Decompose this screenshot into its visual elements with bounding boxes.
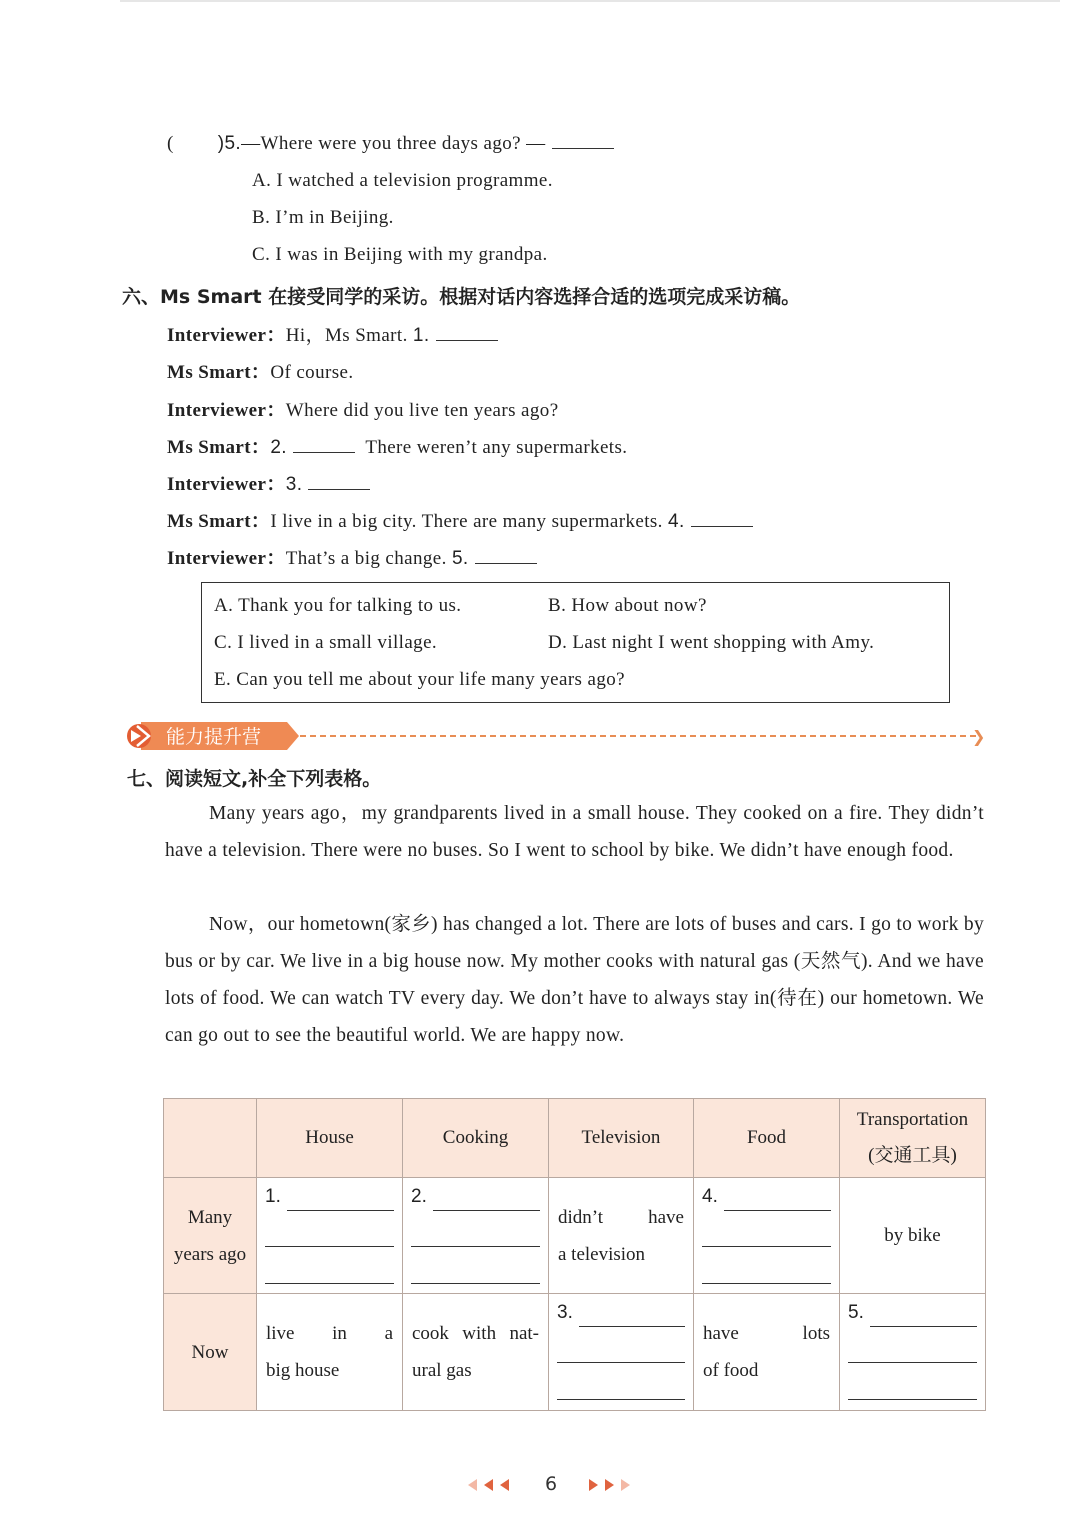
cell-transportation-blank[interactable]: [840, 1294, 986, 1411]
table-row: [164, 1294, 986, 1411]
speaker: Interviewer：: [167, 548, 286, 569]
answer-paren-left: (: [167, 133, 174, 154]
dialogue-line: [167, 469, 370, 496]
blank-number: 1.: [265, 1186, 281, 1207]
answer-blank[interactable]: [308, 488, 370, 490]
table-row: [164, 1178, 986, 1294]
triangle-right-icon: [621, 1479, 630, 1491]
option-a: A. Thank you for talking to us.: [214, 595, 462, 616]
header-transportation: [840, 1099, 986, 1178]
blank-number: 2.: [411, 1186, 427, 1207]
cell-text-line: ural gas: [412, 1360, 472, 1381]
line-text: Of course.: [270, 362, 354, 383]
blank-number: 4.: [667, 511, 685, 532]
header-house: House: [257, 1099, 403, 1178]
header-cooking: Cooking: [403, 1099, 549, 1178]
row-label-line: Many: [187, 1206, 233, 1228]
cell-text-line: cook with nat-: [412, 1323, 539, 1344]
cell-television: [549, 1178, 694, 1294]
speaker: Interviewer：: [167, 400, 286, 421]
cell-text-line: by bike: [884, 1225, 941, 1246]
blank-number: 5.: [451, 548, 469, 569]
dialogue-line: [167, 543, 537, 570]
question-number: )5.: [217, 133, 242, 154]
option-b: B. I’m in Beijing.: [252, 207, 394, 228]
header-food: Food: [694, 1099, 840, 1178]
blank-number: 3.: [285, 474, 303, 495]
header-television: Television: [549, 1099, 694, 1178]
option-e: E. Can you tell me about your life many years ago?: [214, 669, 625, 690]
header-transportation-cn: (交通工具): [868, 1145, 957, 1166]
line-text: Hi，Ms Smart.: [285, 325, 408, 346]
page-footer: [462, 1472, 642, 1500]
cell-house: [257, 1294, 403, 1411]
cell-food-blank[interactable]: [694, 1178, 840, 1294]
dialogue-line: [167, 320, 498, 347]
completion-table: [163, 1098, 986, 1411]
dialogue-line: [167, 506, 753, 533]
header-transportation-en: Transportation: [856, 1109, 969, 1130]
row-label-many-years-ago: [164, 1178, 257, 1294]
cell-food: [694, 1294, 840, 1411]
cell-text-line: didn’t have: [558, 1206, 684, 1228]
dialogue-line: [167, 357, 353, 384]
line-text: That’s a big change.: [285, 548, 447, 569]
answer-blank[interactable]: [475, 562, 537, 564]
cell-house-blank[interactable]: [257, 1178, 403, 1294]
dialogue-line: [167, 432, 627, 459]
banner-label: 能力提升营: [166, 726, 262, 748]
option-b: B. How about now?: [548, 595, 707, 616]
cell-cooking: [403, 1294, 549, 1411]
question-text: —Where were you three days ago? —: [241, 133, 546, 154]
cell-text-line: big house: [266, 1360, 340, 1381]
cell-text-line: have lots: [703, 1323, 830, 1344]
option-d: D. Last night I went shopping with Amy.: [548, 632, 875, 653]
blank-number: 1.: [412, 325, 430, 346]
section-7-heading: 七、阅读短文,补全下列表格。: [127, 768, 382, 790]
line-text: Where did you live ten years ago?: [285, 400, 559, 421]
row-label-line: years ago: [173, 1243, 247, 1265]
reading-paragraph-1: Many years ago，my grandparents lived in a small house. They cooked on a fire. They didn’t have a television. There were no buses. So I went to school by bike. We didn’t have enough food.: [165, 803, 984, 861]
blank-number: 3.: [557, 1302, 573, 1323]
page-number: 6: [545, 1473, 558, 1495]
triangle-right-icon: [605, 1479, 614, 1491]
triangle-left-icon: [468, 1479, 477, 1491]
triangle-right-icon: [589, 1479, 598, 1491]
arrow-right-icon: ❯: [972, 727, 986, 746]
answer-blank[interactable]: [552, 147, 614, 149]
option-c: C. I was in Beijing with my grandpa.: [252, 244, 548, 265]
answer-blank[interactable]: [436, 339, 498, 341]
cell-transportation: [840, 1178, 986, 1294]
reading-paragraph-2: Now，our hometown(家乡) has changed a lot. There are lots of buses and cars. I go to work by bus or by car. We live in a big house now. My mother cooks with natural gas (天然气). And we have lots of food. We can watch TV every day. We don’t have to always stay in(待在) our hometown. We can go out to see the beautiful world. We are happy now.: [165, 914, 984, 1046]
row-label-now: Now: [164, 1294, 257, 1411]
cell-text-line: a television: [558, 1243, 646, 1265]
option-a: A. I watched a television programme.: [252, 170, 553, 191]
top-rule: [120, 0, 1060, 2]
speaker: Ms Smart：: [167, 437, 271, 458]
triangle-left-icon: [500, 1479, 509, 1491]
option-c: C. I lived in a small village.: [214, 632, 438, 653]
header-empty: [164, 1099, 257, 1178]
line-text: There weren’t any supermarkets.: [365, 437, 628, 458]
blank-number: 2.: [270, 437, 287, 458]
line-text: I live in a big city. There are many supermarkets.: [270, 511, 663, 532]
speaker: Interviewer：: [167, 325, 286, 346]
blank-number: 5.: [848, 1302, 864, 1323]
question-5: [167, 133, 614, 155]
section-6-heading: 六、Ms Smart 在接受同学的采访。根据对话内容选择合适的选项完成采访稿。: [122, 286, 801, 308]
cell-television-blank[interactable]: [549, 1294, 694, 1411]
dialogue-line: [167, 395, 559, 422]
triangle-left-icon: [484, 1479, 493, 1491]
dashed-divider: [300, 735, 976, 737]
table-header-row: [164, 1099, 986, 1178]
cell-cooking-blank[interactable]: [403, 1178, 549, 1294]
blank-number: 4.: [702, 1186, 718, 1207]
answer-blank[interactable]: [293, 451, 355, 453]
cell-text-line: of food: [703, 1360, 759, 1381]
answer-blank[interactable]: [691, 525, 753, 527]
speaker: Ms Smart：: [167, 511, 271, 532]
speaker: Interviewer：: [167, 474, 286, 495]
speaker: Ms Smart：: [167, 362, 271, 383]
cell-text-line: live in a: [266, 1323, 393, 1344]
